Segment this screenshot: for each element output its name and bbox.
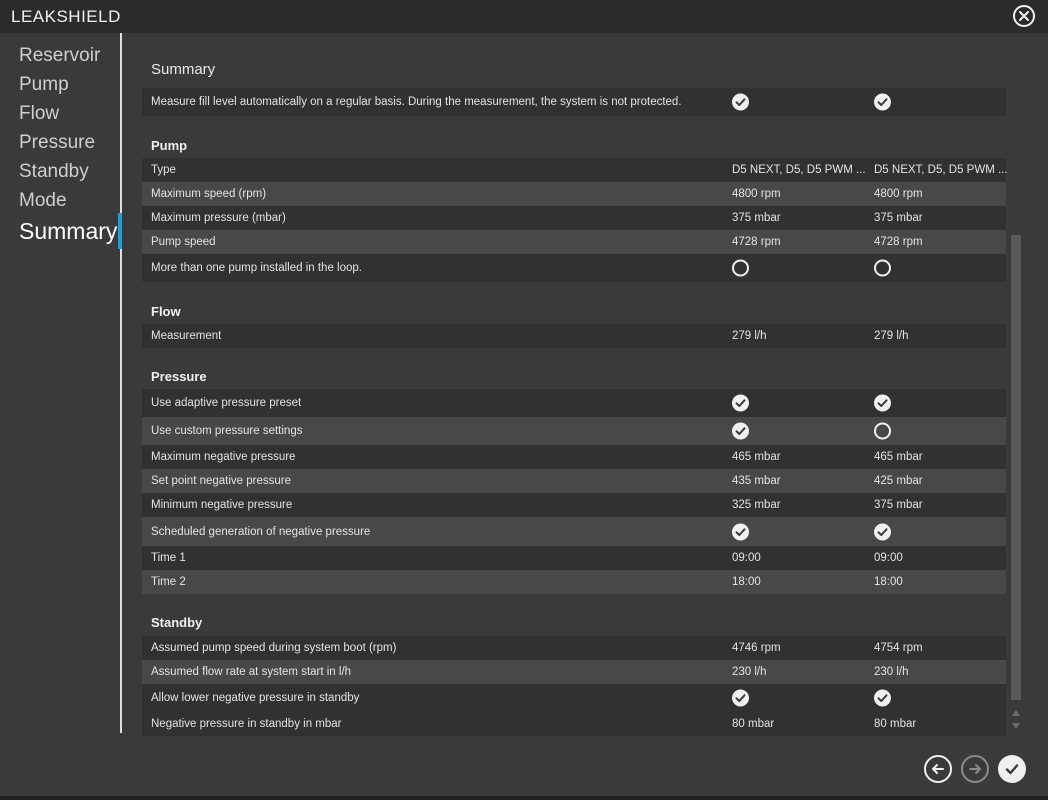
table-row	[142, 493, 1006, 517]
sidebar-item-pressure[interactable]: Pressure	[19, 132, 96, 153]
row-label: Maximum pressure (mbar)	[151, 212, 286, 224]
check-icon	[874, 523, 891, 540]
unchecked-circle-icon	[732, 260, 749, 277]
row-value: 435 mbar	[732, 475, 781, 487]
row-value: 80 mbar	[874, 718, 917, 730]
table-row	[142, 324, 1006, 348]
table-row	[142, 389, 1006, 417]
table-row	[142, 182, 1006, 206]
title-bar	[0, 0, 1048, 33]
table-row	[142, 469, 1006, 493]
summary-panel	[142, 48, 1006, 738]
table-row	[142, 254, 1006, 282]
table-row	[142, 517, 1006, 546]
table-row	[142, 712, 1006, 736]
table-row	[142, 636, 1006, 660]
sidebar-item-standby[interactable]: Standby	[19, 161, 89, 182]
table-row	[142, 417, 1006, 445]
section-title-pump: Pump	[151, 138, 188, 153]
close-button[interactable]	[1013, 5, 1035, 27]
table-row	[142, 570, 1006, 594]
section-title-flow: Flow	[151, 304, 181, 319]
check-icon	[874, 395, 891, 412]
arrow-right-icon	[967, 761, 983, 777]
check-icon	[732, 523, 749, 540]
unchecked-circle-icon	[874, 260, 891, 277]
row-label: More than one pump installed in the loop.	[151, 262, 362, 274]
row-value: 80 mbar	[732, 718, 775, 730]
row-value: 09:00	[874, 552, 903, 564]
table-row	[142, 684, 1006, 712]
row-label: Minimum negative pressure	[151, 499, 293, 511]
check-icon	[732, 94, 749, 111]
row-value: 279 l/h	[732, 330, 767, 342]
row-label: Time 2	[151, 576, 186, 588]
arrow-left-icon	[930, 761, 946, 777]
confirm-button[interactable]	[998, 755, 1026, 783]
row-value: 325 mbar	[732, 499, 781, 511]
row-value: 425 mbar	[874, 475, 923, 487]
row-label: Allow lower negative pressure in standby	[151, 692, 360, 704]
section-title-standby: Standby	[151, 615, 203, 630]
row-value: 230 l/h	[874, 666, 909, 678]
check-icon	[732, 395, 749, 412]
row-value: 465 mbar	[732, 451, 781, 463]
row-value: 4728 rpm	[874, 236, 923, 248]
forward-button[interactable]	[961, 755, 989, 783]
row-value: 4728 rpm	[732, 236, 781, 248]
row-label: Use custom pressure settings	[151, 425, 303, 437]
active-nav-indicator	[118, 213, 122, 249]
row-value: D5 NEXT, D5, D5 PWM ...	[874, 164, 1008, 176]
table-row	[142, 660, 1006, 684]
sidebar-item-summary[interactable]: Summary	[19, 218, 118, 244]
row-label: Assumed pump speed during system boot (rpm)	[151, 642, 397, 654]
row-value: 375 mbar	[874, 499, 923, 511]
row-value: 465 mbar	[874, 451, 923, 463]
check-icon	[874, 94, 891, 111]
row-label: Measure fill level automatically on a regular basis. During the measurement, the system is not protected.	[151, 96, 682, 108]
page-title: Summary	[151, 61, 216, 78]
row-label: Type	[151, 164, 176, 176]
sidebar-item-pump[interactable]: Pump	[19, 74, 69, 95]
row-value: 4746 rpm	[732, 642, 781, 654]
close-icon	[1019, 11, 1029, 21]
bottom-strip	[0, 796, 1048, 800]
row-label: Measurement	[151, 330, 222, 342]
app-title: LEAKSHIELD	[11, 7, 121, 26]
unchecked-circle-icon	[874, 423, 891, 440]
check-icon	[732, 423, 749, 440]
row-label: Time 1	[151, 552, 186, 564]
row-value: 375 mbar	[732, 212, 781, 224]
triangle-up-icon	[1010, 708, 1022, 718]
row-value: 18:00	[874, 576, 903, 588]
row-value: 279 l/h	[874, 330, 909, 342]
row-value: 4800 rpm	[732, 188, 781, 200]
table-row	[142, 88, 1006, 116]
row-label: Pump speed	[151, 236, 216, 248]
sidebar-item-flow[interactable]: Flow	[19, 103, 60, 124]
row-label: Negative pressure in standby in mbar	[151, 718, 342, 730]
check-icon	[732, 690, 749, 707]
row-value: 18:00	[732, 576, 761, 588]
row-value: 375 mbar	[874, 212, 923, 224]
checkmark-icon	[1004, 761, 1020, 777]
check-icon	[874, 690, 891, 707]
table-row	[142, 546, 1006, 570]
row-value: 230 l/h	[732, 666, 767, 678]
row-label: Set point negative pressure	[151, 475, 292, 487]
row-label: Scheduled generation of negative pressure	[151, 525, 371, 538]
table-row	[142, 206, 1006, 230]
sidebar-item-mode[interactable]: Mode	[19, 190, 67, 211]
sidebar-item-reservoir[interactable]: Reservoir	[19, 45, 101, 66]
table-row	[142, 445, 1006, 469]
back-button[interactable]	[924, 755, 952, 783]
row-label: Assumed flow rate at system start in l/h	[151, 666, 352, 678]
row-value: 4754 rpm	[874, 642, 923, 654]
scroll-down-button[interactable]	[1010, 718, 1022, 728]
row-value: D5 NEXT, D5, D5 PWM ...	[732, 164, 866, 176]
section-title-pressure: Pressure	[151, 369, 207, 384]
table-row	[142, 230, 1006, 254]
row-label: Use adaptive pressure preset	[151, 397, 302, 409]
triangle-down-icon	[1010, 721, 1022, 731]
row-label: Maximum negative pressure	[151, 451, 296, 463]
scroll-up-button[interactable]	[1010, 705, 1022, 715]
row-value: 09:00	[732, 552, 761, 564]
table-row	[142, 158, 1006, 182]
row-value: 4800 rpm	[874, 188, 923, 200]
row-label: Maximum speed (rpm)	[151, 188, 267, 200]
scrollbar-thumb[interactable]	[1011, 235, 1021, 700]
